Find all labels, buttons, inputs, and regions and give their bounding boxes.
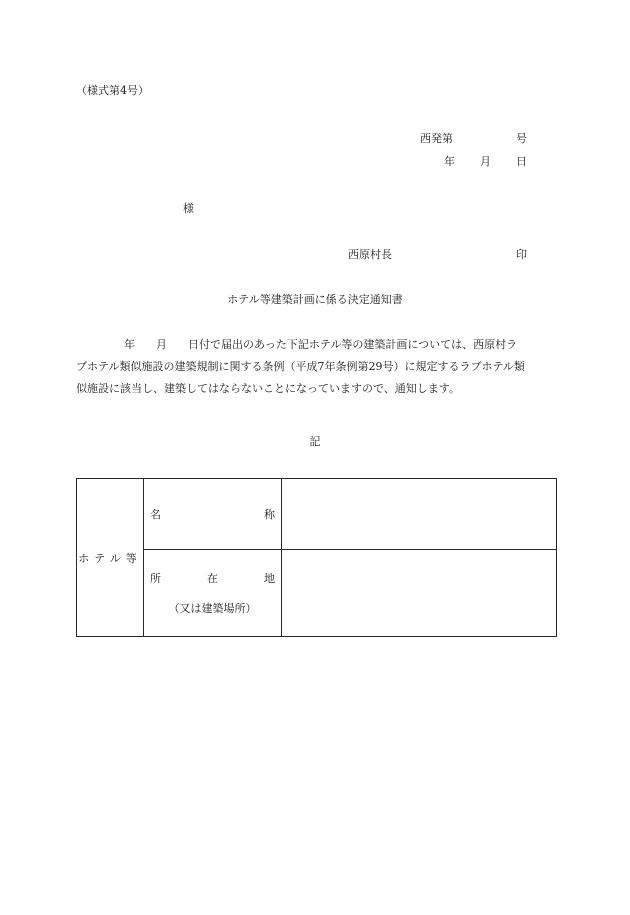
table-row-name bbox=[77, 479, 557, 550]
body-month-label: 月 bbox=[156, 338, 167, 351]
name-label-char-1: 名 bbox=[150, 508, 161, 521]
form-number: （様式第4号） bbox=[76, 84, 149, 97]
name-label-cell bbox=[144, 479, 282, 550]
location-sub-label: （又は建築場所） bbox=[168, 602, 257, 615]
body-line-2: ブホテル類似施設の建築規制に関する条例（平成7年条例第29号）に規定するラブホテル類 bbox=[76, 360, 525, 373]
location-label-char-3: 地 bbox=[264, 572, 275, 585]
sender-title: 西原村長 bbox=[348, 248, 392, 261]
name-label-char-2: 称 bbox=[264, 508, 275, 521]
document-number-prefix: 西発第 bbox=[420, 132, 453, 145]
location-label-cell bbox=[144, 550, 282, 637]
location-value-field[interactable] bbox=[282, 550, 557, 637]
location-label-char-1: 所 bbox=[150, 572, 161, 585]
body-line-1-text: 日付で届出のあった下記ホテル等の建築計画については、西原村ラ bbox=[188, 338, 518, 351]
body-line-1 bbox=[76, 334, 556, 356]
seal-mark: 印 bbox=[516, 248, 527, 261]
addressee-honorific: 様 bbox=[183, 202, 194, 215]
category-label: ホテル等 bbox=[78, 551, 142, 565]
body-paragraph bbox=[76, 334, 556, 400]
location-label-char-2: 在 bbox=[207, 572, 218, 585]
date-day-label: 日 bbox=[516, 155, 527, 168]
category-cell bbox=[77, 479, 144, 637]
date-month-label: 月 bbox=[480, 155, 491, 168]
ki-heading: 記 bbox=[309, 435, 321, 448]
document-number-suffix: 号 bbox=[516, 132, 527, 145]
document-title: ホテル等建築計画に係る決定通知書 bbox=[227, 293, 403, 306]
name-value-field[interactable] bbox=[282, 479, 557, 550]
hotel-details-table bbox=[76, 478, 557, 637]
body-year-label: 年 bbox=[124, 338, 135, 351]
date-year-label: 年 bbox=[444, 155, 455, 168]
body-line-3: 似施設に該当し、建築してはならないことになっていますので、通知します。 bbox=[76, 382, 460, 395]
table-row-location bbox=[77, 550, 557, 637]
